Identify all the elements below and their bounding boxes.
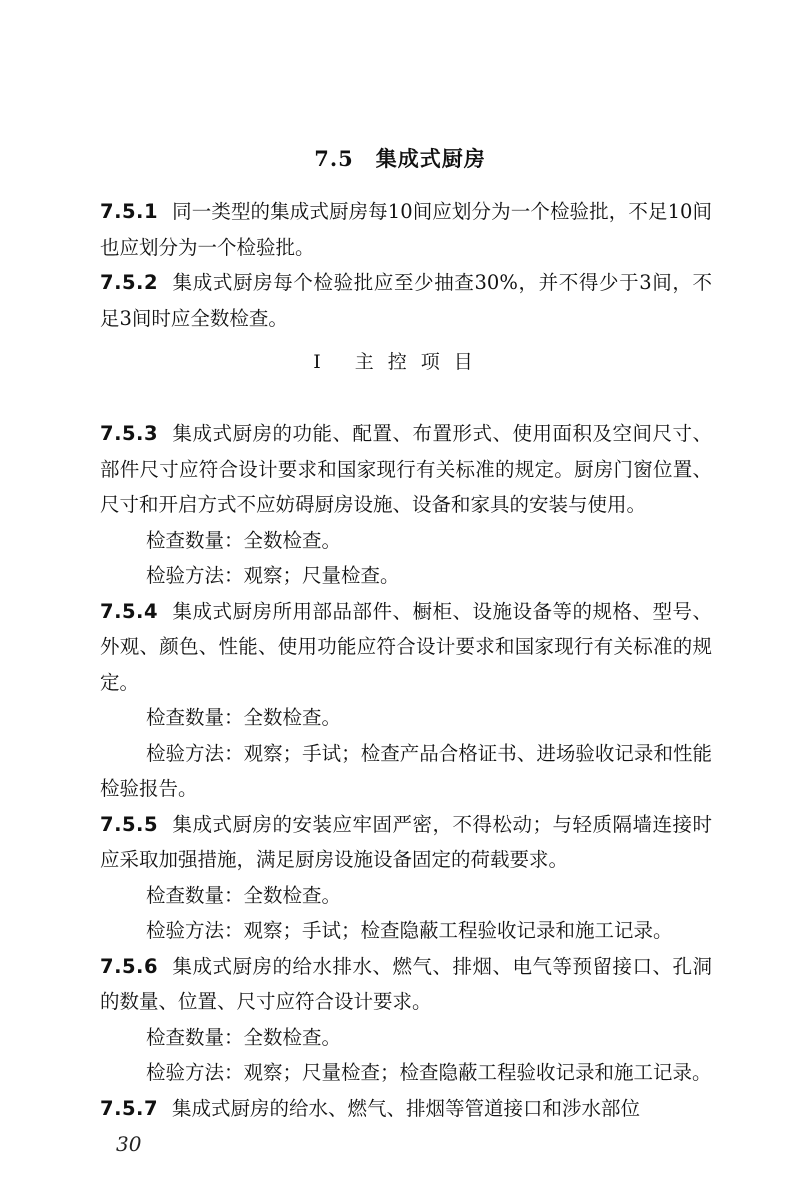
section-title	[0, 141, 800, 177]
clause-text: 同一类型的集成式厨房每10间应划分为一个检验批，不足10间也应划分为一个检验批。	[100, 200, 712, 259]
clause-number: 7.5.2	[100, 271, 159, 294]
clause-text: 集成式厨房的给水、燃气、排烟等管道接口和涉水部位	[172, 1096, 641, 1120]
subsection-heading: Ⅰ 主控项目	[313, 351, 487, 373]
inspection-method: 检验方法：观察；尺量检查；检查隐蔽工程验收记录和施工记录。	[146, 1061, 712, 1084]
clause-7-5-4	[100, 594, 712, 701]
clause-number: 7.5.3	[100, 422, 159, 445]
inspection-method: 检验方法：观察；尺量检查。	[146, 564, 400, 587]
clause-text: 集成式厨房的安装应牢固严密，不得松动；与轻质隔墙连接时应采取加强措施，满足厨房设施设备固定的荷载要求。	[100, 812, 712, 871]
clause-number: 7.5.1	[100, 200, 159, 223]
section-title-text: 集成式厨房	[375, 147, 486, 171]
section-number: 7.5	[314, 146, 354, 171]
inspection-quantity: 检查数量：全数检查。	[146, 706, 342, 729]
clause-7-5-5	[100, 807, 712, 878]
inspection-quantity: 检查数量：全数检查。	[146, 528, 342, 552]
inspection-method: 检验方法：观察；手试；检查隐蔽工程验收记录和施工记录。	[146, 919, 673, 942]
clause-number: 7.5.5	[100, 812, 159, 836]
document-body	[100, 194, 712, 1126]
clause-text: 集成式厨房每个检验批应至少抽查30%，并不得少于3间，不足3间时应全数检查。	[100, 271, 712, 330]
clause-7-5-6	[100, 949, 712, 1020]
page-number: 30	[116, 1132, 142, 1156]
inspection-quantity: 检查数量：全数检查。	[146, 1025, 342, 1049]
clause-7-5-1	[100, 194, 712, 265]
clause-7-5-3	[100, 416, 712, 523]
clause-number: 7.5.4	[100, 599, 159, 623]
clause-text: 集成式厨房所用部品部件、橱柜、设施设备等的规格、型号、外观、颜色、性能、使用功能应符合设计要求和国家现行有关标准的规定。	[100, 599, 712, 694]
clause-7-5-2	[100, 265, 712, 336]
clause-text: 集成式厨房的给水排水、燃气、排烟、电气等预留接口、孔洞的数量、位置、尺寸应符合设计要求。	[100, 954, 712, 1013]
clause-number: 7.5.6	[100, 954, 159, 978]
clause-text: 集成式厨房的功能、配置、布置形式、使用面积及空间尺寸、部件尺寸应符合设计要求和国家现行有关标准的规定。厨房门窗位置、尺寸和开启方式不应妨碍厨房设施、设备和家具的安装与使用。	[100, 422, 712, 516]
inspection-method: 检验方法：观察；手试；检查产品合格证书、进场验收记录和性能检验报告。	[100, 741, 712, 800]
clause-number: 7.5.7	[100, 1096, 159, 1120]
clause-7-5-7	[100, 1091, 712, 1127]
inspection-quantity: 检查数量：全数检查。	[146, 883, 342, 907]
